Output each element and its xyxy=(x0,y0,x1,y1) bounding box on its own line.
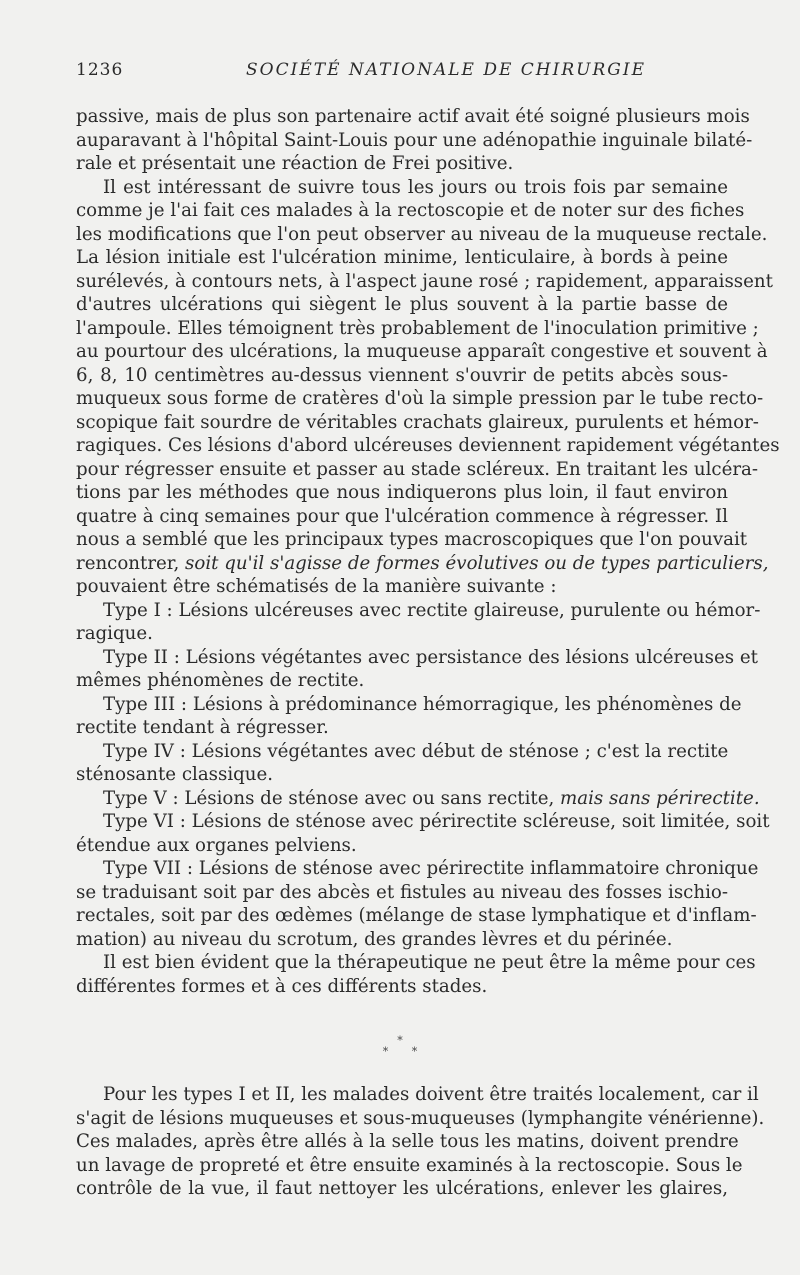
text-line: nous a semblé que les principaux types macroscopiques que l'on pouvait xyxy=(76,529,748,550)
text-line: Type II : Lésions végétantes avec persistance des lésions ulcéreuses et xyxy=(103,646,758,668)
text-line: ragique. xyxy=(76,623,153,644)
italic-text: soit qu'il s'agisse de formes évolutives ou de types particuliers, xyxy=(185,552,769,574)
text-line: un lavage de propreté et être ensuite examinés à la rectoscopie. Sous le xyxy=(76,1154,743,1176)
text-line: Ces malades, après être allés à la selle tous les matins, doivent prendre xyxy=(76,1131,739,1152)
text-line xyxy=(76,787,760,811)
text-line: surélevés, à contours nets, à l'aspect jaune rosé ; rapidement, apparaissent xyxy=(76,270,773,292)
body-text xyxy=(76,105,780,998)
text-line: rale et présentait une réaction de Frei positive. xyxy=(76,153,514,174)
asterism xyxy=(0,1035,800,1057)
text-line: passive, mais de plus son partenaire actif avait été soigné plusieurs mois xyxy=(76,106,750,127)
text-line: sténosante classique. xyxy=(76,764,274,785)
text-line: pouvaient être schématisés de la manière suivante : xyxy=(76,576,557,597)
text-line: Type IV : Lésions végétantes avec début de sténose ; c'est la rectite xyxy=(103,740,729,762)
text-fragment: rencontrer, xyxy=(76,552,186,574)
text-line: comme je l'ai fait ces malades à la rectoscopie et de noter sur des fiches xyxy=(76,200,745,221)
text-line: rectales, soit par des œdèmes (mélange de stase lymphatique et d'inflam- xyxy=(76,905,757,926)
text-line: Il est bien évident que la thérapeutique ne peut être la même pour ces xyxy=(103,952,756,973)
page-header xyxy=(76,60,726,90)
asterism-bottom: * * xyxy=(382,1045,428,1058)
text-line: Type III : Lésions à prédominance hémorragique, les phénomènes de xyxy=(103,693,742,715)
text-line: tions par les méthodes que nous indiquerons plus loin, il faut environ xyxy=(76,482,728,503)
text-line: mêmes phénomènes de rectite. xyxy=(76,670,365,691)
text-line: quatre à cinq semaines pour que l'ulcération commence à régresser. Il xyxy=(76,505,728,527)
body-text-continued xyxy=(76,1083,765,1201)
text-line xyxy=(76,552,769,576)
text-line: 6, 8, 10 centimètres au-dessus viennent s'ouvrir de petits abcès sous- xyxy=(76,364,728,386)
text-line: au pourtour des ulcérations, la muqueuse apparaît congestive et souvent à xyxy=(76,341,768,362)
text-line: se traduisant soit par des abcès et fistules au niveau des fosses ischio- xyxy=(76,881,728,903)
asterism-top: * xyxy=(397,1034,403,1047)
running-title: SOCIÉTÉ NATIONALE DE CHIRURGIE xyxy=(246,60,646,80)
text-line: Pour les types I et II, les malades doivent être traités localement, car il xyxy=(103,1084,759,1105)
text-line: Il est intéressant de suivre tous les jours ou trois fois par semaine xyxy=(103,176,728,198)
page-number: 1236 xyxy=(76,60,124,80)
text-line: pour régresser ensuite et passer au stade scléreux. En traitant les ulcéra- xyxy=(76,458,759,480)
text-line: Type VII : Lésions de sténose avec périrectite inflammatoire chronique xyxy=(103,858,759,879)
text-line: La lésion initiale est l'ulcération minime, lenticulaire, à bords à peine xyxy=(76,247,728,268)
text-line: Type VI : Lésions de sténose avec périrectite scléreuse, soit limitée, soit xyxy=(103,811,770,832)
text-line: Type I : Lésions ulcéreuses avec rectite glaireuse, purulente ou hémor- xyxy=(103,599,761,621)
text-fragment: Type V : Lésions de sténose avec ou sans rectite, xyxy=(103,787,561,809)
text-line: étendue aux organes pelviens. xyxy=(76,834,357,856)
text-line: ragiques. Ces lésions d'abord ulcéreuses deviennent rapidement végétantes xyxy=(76,435,780,456)
text-line: l'ampoule. Elles témoignent très probablement de l'inoculation primitive ; xyxy=(76,317,759,339)
text-line: muqueux sous forme de cratères d'où la simple pression par le tube recto- xyxy=(76,388,764,409)
text-line: d'autres ulcérations qui siègent le plus souvent à la partie basse de xyxy=(76,294,728,315)
text-line: rectite tendant à régresser. xyxy=(76,717,329,738)
italic-text: mais sans périrectite. xyxy=(560,787,760,809)
text-line: s'agit de lésions muqueuses et sous-muqueuses (lymphangite vénérienne). xyxy=(76,1107,765,1129)
text-line: mation) au niveau du scrotum, des grandes lèvres et du périnée. xyxy=(76,928,673,950)
text-line: différentes formes et à ces différents stades. xyxy=(76,975,488,997)
text-line: scopique fait sourdre de véritables crachats glaireux, purulents et hémor- xyxy=(76,411,759,433)
text-line: contrôle de la vue, il faut nettoyer les ulcérations, enlever les glaires, xyxy=(76,1178,728,1199)
text-line: auparavant à l'hôpital Saint-Louis pour une adénopathie inguinale bilaté- xyxy=(76,129,753,151)
text-line: les modifications que l'on peut observer au niveau de la muqueuse rectale. xyxy=(76,223,768,245)
